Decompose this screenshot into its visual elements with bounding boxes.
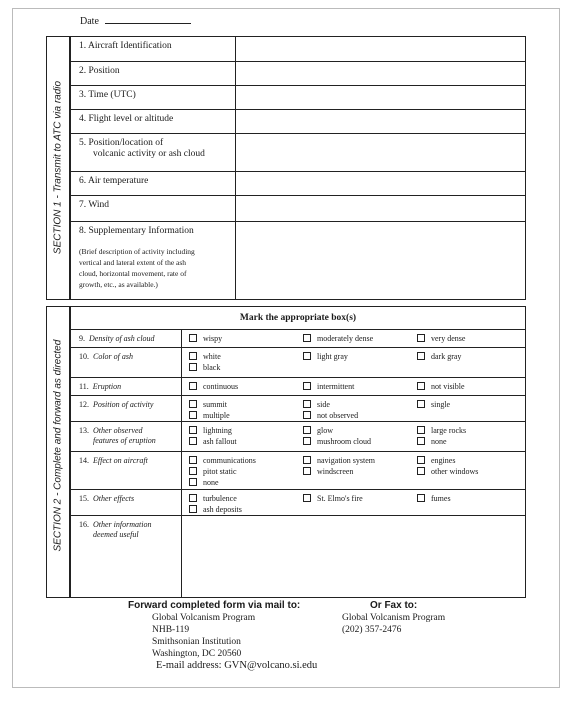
section2-row-text: Color of ash: [93, 352, 134, 361]
checkbox[interactable]: [417, 334, 425, 342]
date-label: Date: [80, 16, 99, 27]
checkbox-label: navigation system: [317, 456, 375, 465]
checkbox[interactable]: [303, 352, 311, 360]
section1-row-label: 5. Position/location of: [79, 138, 164, 148]
checkbox-label: intermittent: [317, 382, 355, 391]
section2-row-text: Position of activity: [93, 400, 154, 409]
checkbox-label: none: [431, 437, 447, 446]
checkbox-label: turbulence: [203, 494, 237, 503]
checkbox-label: ash deposits: [203, 505, 242, 514]
checkbox[interactable]: [189, 478, 197, 486]
checkbox-label: windscreen: [317, 467, 354, 476]
checkbox-option[interactable]: [303, 456, 375, 466]
mail-address-line: Smithsonian Institution: [152, 637, 241, 647]
fax-info-line: Global Volcanism Program: [342, 613, 446, 623]
section2-row-text: Eruption: [92, 382, 122, 391]
section2-row-label: [79, 456, 148, 466]
checkbox-label: side: [317, 400, 330, 409]
checkbox-label: fumes: [431, 494, 451, 503]
section2-row-number: 10.: [79, 352, 89, 361]
section1-row-label: 6. Air temperature: [79, 176, 149, 186]
section2-row: [71, 489, 525, 516]
checkbox[interactable]: [303, 411, 311, 419]
section1-note-line: growth, etc., as available.): [79, 280, 158, 289]
section2-row-text: Other information: [93, 520, 152, 529]
checkbox-label: lightning: [203, 426, 232, 435]
checkbox-label: engines: [431, 456, 456, 465]
checkbox[interactable]: [417, 467, 425, 475]
checkbox[interactable]: [189, 382, 197, 390]
checkbox[interactable]: [189, 352, 197, 360]
section2-header: Mark the appropriate box(s): [239, 313, 357, 323]
section2-row: [71, 515, 525, 600]
mail-address-line: Global Volcanism Program: [152, 613, 256, 623]
section1-answer-field[interactable]: [236, 86, 525, 110]
section1-row: [71, 133, 525, 172]
checkbox-option[interactable]: [303, 467, 353, 477]
section2-row-label: [79, 426, 143, 436]
section2-table: [70, 306, 526, 598]
checkbox-option[interactable]: [417, 334, 465, 344]
section2-row-number: 11.: [79, 382, 89, 391]
checkbox[interactable]: [303, 437, 311, 445]
section1-row: [71, 171, 525, 196]
section1-row-label: 2. Position: [79, 66, 120, 76]
checkbox-label: not observed: [317, 411, 359, 420]
checkbox-option[interactable]: [303, 437, 371, 447]
section2-row-number: 15.: [79, 494, 89, 503]
checkbox[interactable]: [417, 494, 425, 502]
checkbox-label: glow: [317, 426, 333, 435]
checkbox-option[interactable]: [417, 437, 447, 447]
checkbox-option[interactable]: [189, 456, 256, 466]
checkbox-label: wispy: [203, 334, 223, 343]
checkbox[interactable]: [189, 411, 197, 419]
section1-table: [70, 36, 526, 300]
section1-row: [71, 221, 525, 302]
section1-answer-field[interactable]: [236, 110, 525, 134]
checkbox-label: St. Elmo's fire: [317, 494, 363, 503]
other-info-field[interactable]: [182, 516, 525, 600]
checkbox-option[interactable]: [417, 494, 451, 504]
checkbox-option[interactable]: [189, 382, 238, 392]
checkbox[interactable]: [303, 494, 311, 502]
checkbox[interactable]: [303, 426, 311, 434]
checkbox[interactable]: [417, 456, 425, 464]
section2-row-text: Other observed: [93, 426, 143, 435]
section1-answer-field[interactable]: [236, 172, 525, 196]
checkbox-option[interactable]: [417, 352, 461, 362]
checkbox-option[interactable]: [417, 467, 478, 477]
checkbox[interactable]: [189, 334, 197, 342]
checkbox-option[interactable]: [417, 382, 465, 392]
checkbox-option[interactable]: [303, 426, 333, 436]
checkbox-option[interactable]: [189, 467, 237, 477]
section1-note-line: (Brief description of activity including: [79, 247, 195, 256]
checkbox-option[interactable]: [189, 400, 227, 410]
checkbox-label: light gray: [317, 352, 348, 361]
section1-row-label: 8. Supplementary Information: [79, 226, 194, 236]
section1-row: [71, 37, 525, 61]
checkbox[interactable]: [189, 363, 197, 371]
section2-row-number: 16.: [79, 520, 89, 529]
section2-row-label: [79, 400, 153, 410]
checkbox-label: moderately dense: [317, 334, 374, 343]
checkbox[interactable]: [189, 426, 197, 434]
mail-address: [152, 612, 255, 660]
section1-row: [71, 195, 525, 222]
checkbox-option[interactable]: [417, 400, 450, 410]
checkbox-option[interactable]: [303, 494, 363, 504]
section2-row: [71, 395, 525, 422]
checkbox[interactable]: [189, 437, 197, 445]
section2-row-label: [79, 334, 155, 344]
checkbox-option[interactable]: [189, 411, 230, 421]
checkbox-label: multiple: [203, 411, 230, 420]
checkbox-label: other windows: [431, 467, 479, 476]
section2-label: SECTION 2 - Complete and forward as directed: [52, 339, 64, 552]
checkbox[interactable]: [417, 382, 425, 390]
section1-answer-field[interactable]: [236, 37, 525, 61]
section1-row-label: 7. Wind: [79, 200, 110, 210]
checkbox-label: none: [203, 478, 219, 487]
section1-note-line: cloud, horizontal movement, rate of: [79, 269, 187, 278]
checkbox-option[interactable]: [189, 363, 220, 373]
checkbox-label: large rocks: [431, 426, 467, 435]
checkbox-option[interactable]: [189, 334, 222, 344]
date-field[interactable]: [80, 14, 191, 27]
checkbox-option[interactable]: [189, 505, 242, 515]
section2-row-label: [79, 494, 134, 504]
section1-row-label: 3. Time (UTC): [79, 90, 136, 100]
checkbox-label: black: [203, 363, 221, 372]
section1-row: [71, 85, 525, 110]
checkbox[interactable]: [303, 382, 311, 390]
checkbox-option[interactable]: [303, 334, 373, 344]
checkbox-label: pitot static: [203, 467, 237, 476]
checkbox-option[interactable]: [189, 478, 219, 488]
section2-row: [71, 451, 525, 490]
checkbox-label: dark gray: [431, 352, 462, 361]
checkbox-option[interactable]: [303, 411, 358, 421]
checkbox-option[interactable]: [417, 426, 466, 436]
checkbox-label: continuous: [203, 382, 239, 391]
checkbox[interactable]: [189, 494, 197, 502]
mail-heading: Forward completed form via mail to:: [128, 600, 301, 611]
checkbox-option[interactable]: [303, 352, 348, 362]
checkbox-option[interactable]: [303, 400, 330, 410]
section2-row: [71, 421, 525, 452]
checkbox-label: summit: [203, 400, 228, 409]
section2-row-number: 9.: [79, 334, 85, 343]
section1-row-label-cont: volcanic activity or ash cloud: [93, 149, 205, 159]
checkbox-label: not visible: [431, 382, 465, 391]
checkbox[interactable]: [417, 352, 425, 360]
checkbox-option[interactable]: [189, 426, 232, 436]
section1-label: SECTION 1 - Transmit to ATC via radio: [52, 80, 64, 255]
section1-note-line: vertical and lateral extent of the ash: [79, 258, 187, 267]
checkbox-option[interactable]: [303, 382, 354, 392]
checkbox-option[interactable]: [189, 437, 237, 447]
checkbox-option[interactable]: [417, 456, 455, 466]
section2-row-text: Other effects: [93, 494, 135, 503]
mail-address-line: NHB-119: [152, 625, 190, 635]
section2-row-label: [79, 352, 133, 362]
checkbox-label: communications: [203, 456, 256, 465]
section1-answer-field[interactable]: [236, 222, 525, 302]
section2-row-number: 13.: [79, 426, 89, 435]
section2-row: [71, 347, 525, 378]
checkbox[interactable]: [417, 437, 425, 445]
checkbox[interactable]: [303, 334, 311, 342]
section2-row-text-cont: features of eruption: [93, 436, 156, 445]
section1-row: [71, 61, 525, 86]
checkbox-label: single: [431, 400, 451, 409]
checkbox[interactable]: [303, 456, 311, 464]
section2-row: [71, 377, 525, 396]
checkbox-option[interactable]: [189, 494, 237, 504]
checkbox[interactable]: [189, 400, 197, 408]
fax-heading: Or Fax to:: [370, 600, 418, 611]
checkbox-label: mushroom cloud: [317, 437, 371, 446]
section1-row-label: 4. Flight level or altitude: [79, 114, 174, 124]
section1-row-label: 1. Aircraft Identification: [79, 41, 172, 51]
checkbox[interactable]: [189, 467, 197, 475]
section2-row-label: [79, 382, 121, 392]
fax-info-line: (202) 357-2476: [342, 625, 402, 635]
section2-row-text: Effect on aircraft: [93, 456, 148, 465]
section2-row-text: Density of ash cloud: [89, 334, 155, 343]
section1-row: [71, 109, 525, 134]
checkbox[interactable]: [303, 400, 311, 408]
checkbox[interactable]: [303, 467, 311, 475]
section1-answer-field[interactable]: [236, 196, 525, 222]
checkbox-label: ash fallout: [203, 437, 237, 446]
mail-address-line: Washington, DC 20560: [152, 649, 242, 659]
checkbox-label: white: [203, 352, 221, 361]
email-address: E-mail address: GVN@volcano.si.edu: [156, 660, 318, 671]
checkbox-label: very dense: [431, 334, 466, 343]
checkbox[interactable]: [189, 456, 197, 464]
section2-row-text-cont: deemed useful: [93, 530, 139, 539]
checkbox[interactable]: [417, 426, 425, 434]
section2-row-number: 14.: [79, 456, 89, 465]
checkbox-option[interactable]: [189, 352, 221, 362]
date-line[interactable]: [105, 14, 191, 24]
fax-info: [342, 612, 445, 636]
section2-row-number: 12.: [79, 400, 89, 409]
section2-row: [71, 329, 525, 348]
checkbox[interactable]: [189, 505, 197, 513]
section2-row-label: [79, 520, 151, 530]
checkbox[interactable]: [417, 400, 425, 408]
section1-answer-field[interactable]: [236, 134, 525, 172]
section1-answer-field[interactable]: [236, 62, 525, 86]
